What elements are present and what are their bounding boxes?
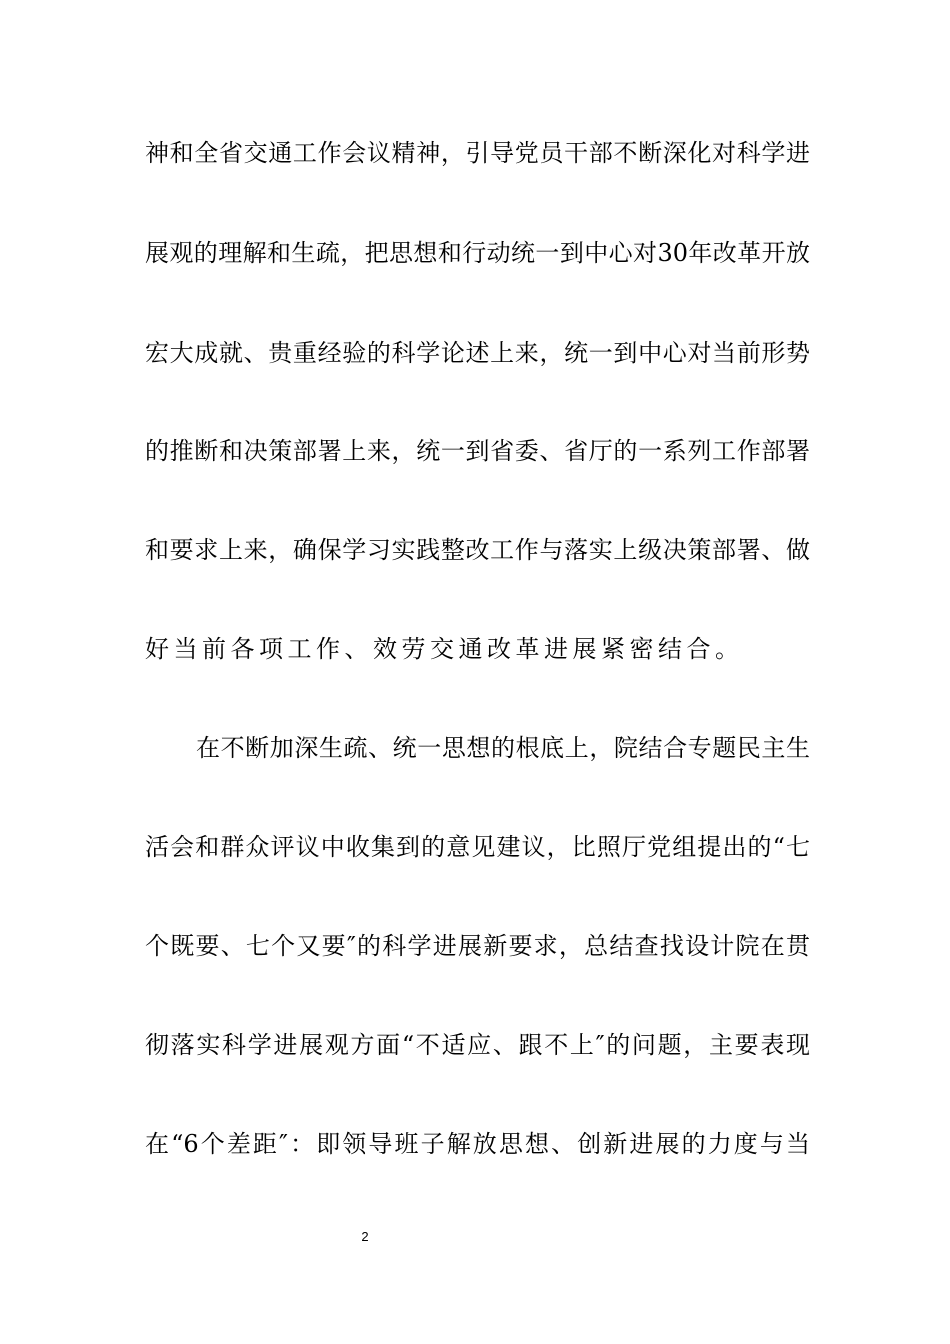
text-line: 和要求上来，确保学习实践整改工作与落实上级决策部署、做	[145, 536, 810, 564]
text-line: 彻落实科学进展观方面“不适应、跟不上″的问题，主要表现	[145, 1031, 810, 1059]
text-line: 宏大成就、贵重经验的科学论述上来，统一到中心对当前形势	[145, 339, 810, 367]
text-line: 好当前各项工作、效劳交通改革进展紧密结合。	[145, 635, 744, 663]
text-line: 在“6个差距″：即领导班子解放思想、创新进展的力度与当	[145, 1130, 810, 1158]
text-line: 活会和群众评议中收集到的意见建议，比照厅党组提出的“七	[145, 833, 810, 861]
text-line: 在不断加深生疏、统一思想的根底上，院结合专题民主生	[196, 734, 810, 762]
text-line: 神和全省交通工作会议精神，引导党员干部不断深化对科学进	[145, 139, 810, 167]
text-line: 个既要、七个又要″的科学进展新要求，总结查找设计院在贯	[145, 932, 810, 960]
page-number: 2	[361, 1229, 369, 1244]
text-line: 的推断和决策部署上来，统一到省委、省厅的一系列工作部署	[145, 437, 810, 465]
text-line: 展观的理解和生疏，把思想和行动统一到中心对30年改革开放	[145, 239, 810, 267]
